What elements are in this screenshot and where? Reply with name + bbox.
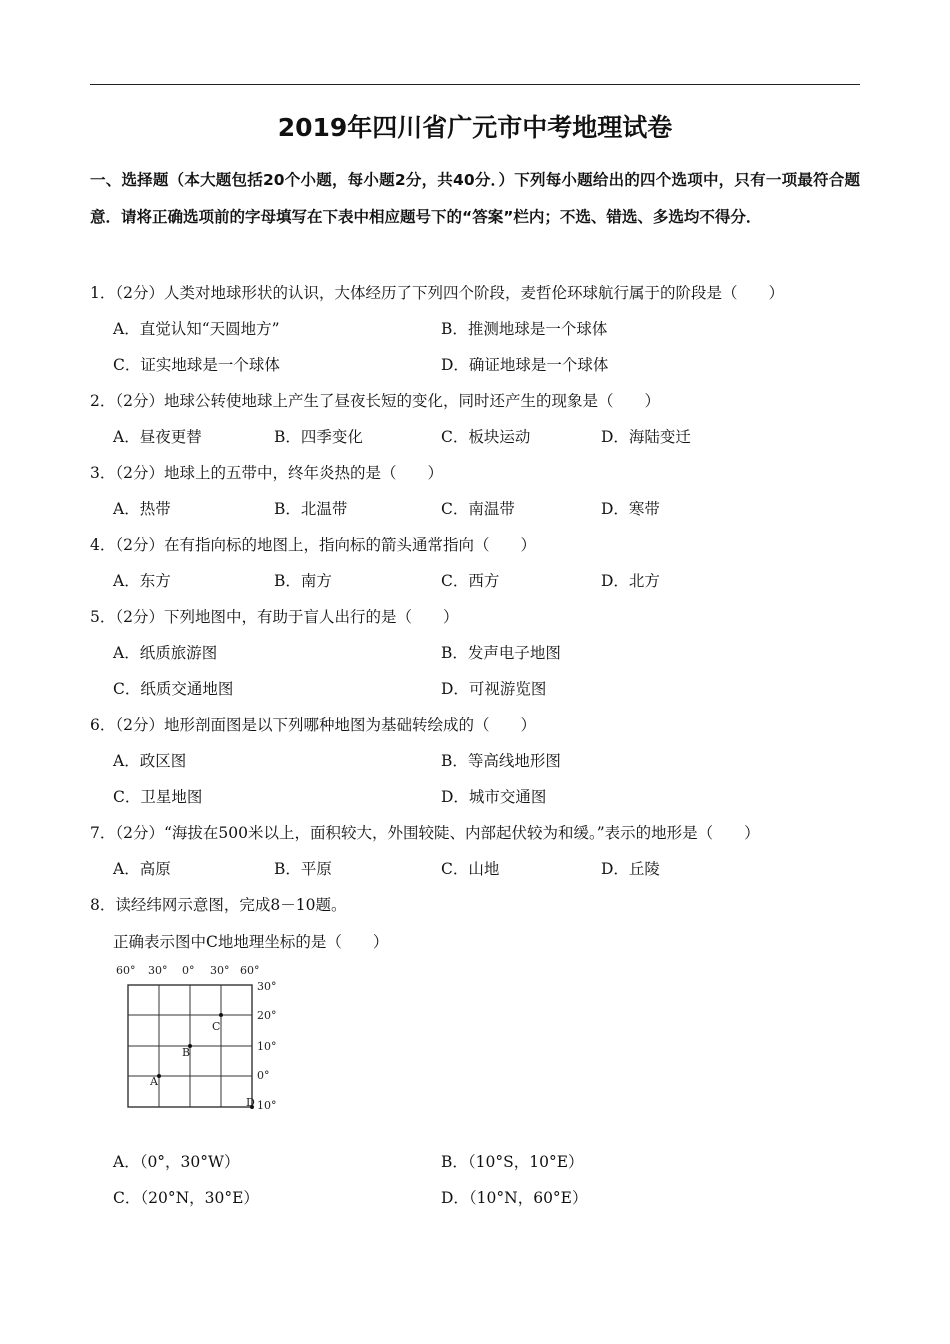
question-8-sub-stem: 正确表示图中C地地理坐标的是（ ） — [113, 933, 389, 951]
q1-option-a[interactable]: A．直觉认知“天圆地方” — [113, 320, 280, 338]
q6-option-b[interactable]: B．等高线地形图 — [441, 752, 561, 770]
map-right-label: 20° — [257, 1009, 277, 1022]
question-8-stem: 8．读经纬网示意图，完成8－10题。 — [90, 896, 347, 914]
map-top-label: 60° — [116, 964, 136, 977]
q8-option-d[interactable]: D．（10°N，60°E） — [441, 1189, 588, 1207]
q7-option-d[interactable]: D．丘陵 — [601, 860, 660, 878]
map-right-label: 0° — [257, 1069, 270, 1082]
q3-option-b[interactable]: B．北温带 — [274, 500, 348, 518]
q2-option-b[interactable]: B．四季变化 — [274, 428, 363, 446]
question-5-stem: 5．（2分）下列地图中，有助于盲人出行的是（ ） — [90, 608, 459, 626]
q5-option-c[interactable]: C．纸质交通地图 — [113, 680, 234, 698]
point-c-dot — [219, 1013, 223, 1017]
q4-option-a[interactable]: A．东方 — [113, 572, 171, 590]
q6-option-d[interactable]: D．城市交通图 — [441, 788, 547, 806]
question-1-stem: 1．（2分）人类对地球形状的认识，大体经历了下列四个阶段，麦哲伦环球航行属于的阶段是（ ） — [90, 284, 784, 302]
map-right-label: 10° — [257, 1040, 277, 1053]
question-3-stem: 3．（2分）地球上的五带中，终年炎热的是（ ） — [90, 464, 443, 482]
q4-option-d[interactable]: D．北方 — [601, 572, 660, 590]
q1-option-b[interactable]: B．推测地球是一个球体 — [441, 320, 608, 338]
point-d-label: D — [246, 1096, 255, 1109]
q1-option-d[interactable]: D．确证地球是一个球体 — [441, 356, 609, 374]
point-b-label: B — [182, 1046, 191, 1059]
map-top-label: 0° — [182, 964, 195, 977]
point-c-label: C — [212, 1020, 221, 1033]
q2-option-d[interactable]: D．海陆变迁 — [601, 428, 691, 446]
lat-long-grid-figure — [112, 960, 292, 1120]
map-right-label: 30° — [257, 980, 277, 993]
question-2-stem: 2．（2分）地球公转使地球上产生了昼夜长短的变化，同时还产生的现象是（ ） — [90, 392, 660, 410]
q5-option-d[interactable]: D．可视游览图 — [441, 680, 547, 698]
section-instructions: 一、选择题（本大题包括20个小题，每小题2分，共40分．）下列每小题给出的四个选项中，只有一项最符合题意．请将正确选项前的字母填写在下表中相应题号下的“答案”栏内；不选、错选、多选均不得分． — [90, 171, 860, 226]
q8-option-c[interactable]: C．（20°N，30°E） — [113, 1189, 259, 1207]
q8-option-a[interactable]: A．（0°，30°W） — [113, 1153, 240, 1171]
question-4-stem: 4．（2分）在有指向标的地图上，指向标的箭头通常指向（ ） — [90, 536, 536, 554]
q3-option-c[interactable]: C．南温带 — [441, 500, 515, 518]
q2-option-c[interactable]: C．板块运动 — [441, 428, 531, 446]
q4-option-c[interactable]: C．西方 — [441, 572, 500, 590]
q2-option-a[interactable]: A．昼夜更替 — [113, 428, 202, 446]
page-title: 2019年四川省广元市中考地理试卷 — [277, 113, 673, 142]
q6-option-c[interactable]: C．卫星地图 — [113, 788, 203, 806]
q5-option-a[interactable]: A．纸质旅游图 — [113, 644, 218, 662]
q1-option-c[interactable]: C．证实地球是一个球体 — [113, 356, 280, 374]
q6-option-a[interactable]: A．政区图 — [113, 752, 187, 770]
q7-option-b[interactable]: B．平原 — [274, 860, 332, 878]
map-top-label: 30° — [210, 964, 230, 977]
header-rule — [90, 84, 860, 85]
q8-option-b[interactable]: B．（10°S，10°E） — [441, 1153, 584, 1171]
map-top-label: 60° — [240, 964, 260, 977]
q7-option-c[interactable]: C．山地 — [441, 860, 500, 878]
q7-option-a[interactable]: A．高原 — [113, 860, 171, 878]
q3-option-d[interactable]: D．寒带 — [601, 500, 660, 518]
map-top-label: 30° — [148, 964, 168, 977]
question-6-stem: 6．（2分）地形剖面图是以下列哪种地图为基础转绘成的（ ） — [90, 716, 536, 734]
map-right-label: 10° — [257, 1099, 277, 1112]
q4-option-b[interactable]: B．南方 — [274, 572, 332, 590]
q3-option-a[interactable]: A．热带 — [113, 500, 171, 518]
q5-option-b[interactable]: B．发声电子地图 — [441, 644, 561, 662]
point-a-label: A — [150, 1075, 158, 1088]
question-7-stem: 7．（2分）“海拔在500米以上，面积较大，外围较陡、内部起伏较为和缓。”表示的地形是（ ） — [90, 824, 760, 842]
